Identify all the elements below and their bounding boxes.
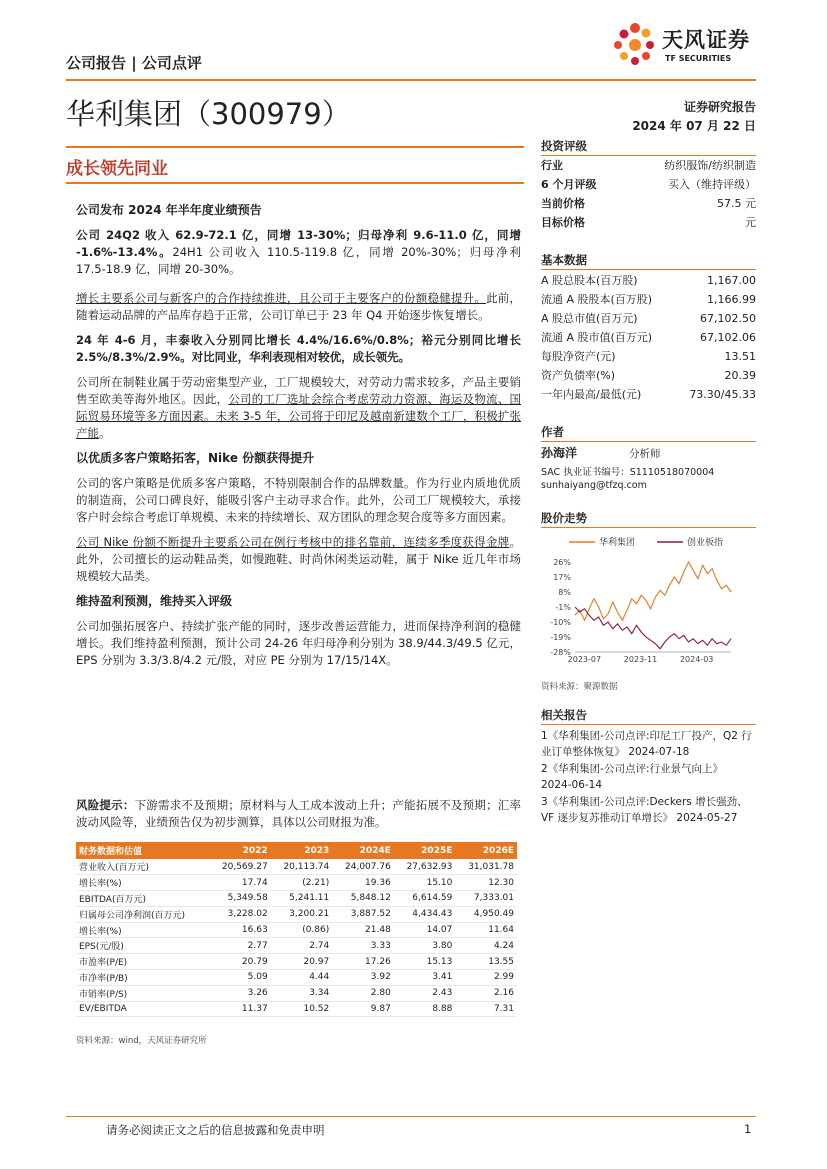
basic-value: 1,166.99 bbox=[707, 293, 756, 306]
table-row-label: 市盈率(P/E) bbox=[76, 954, 209, 970]
basic-value: 1,167.00 bbox=[707, 274, 756, 287]
table-row-label: EBITDA(百万元) bbox=[76, 891, 209, 907]
related-divider bbox=[541, 724, 756, 725]
series-line bbox=[575, 607, 731, 649]
table-header-cell: 2023 bbox=[271, 842, 333, 859]
table-cell: 27,632.93 bbox=[394, 859, 456, 875]
main-body bbox=[76, 202, 521, 677]
basic-value: 13.51 bbox=[724, 350, 756, 363]
rating-value: 元 bbox=[745, 216, 756, 229]
price-chart bbox=[541, 530, 756, 670]
related-reports bbox=[541, 729, 756, 828]
table-cell: 12.30 bbox=[455, 875, 517, 891]
basic-data-heading-wrap bbox=[541, 252, 756, 268]
table-row bbox=[76, 922, 517, 938]
basic-data-row bbox=[541, 328, 756, 347]
basic-key: A 股总市值(百万元) bbox=[541, 312, 638, 325]
company-title: 华利集团（300979） bbox=[66, 97, 351, 131]
table-cell: 2.80 bbox=[332, 985, 394, 1001]
legend-label: 华利集团 bbox=[599, 538, 636, 548]
paragraph-peer-comparison: 24 年 4-6 月，丰泰收入分别同比增长 4.4%/16.6%/0.8%；裕元分别同比增长 2.5%/8.3%/2.9%。对比同业，华利表现相对较优，成长领先。 bbox=[76, 333, 521, 364]
table-cell: 2.43 bbox=[394, 985, 456, 1001]
rating-value: 57.5 元 bbox=[717, 197, 756, 210]
table-cell: 15.13 bbox=[394, 954, 456, 970]
capacity-underlined: 公司的工厂选址会综合考虑劳动力资源、海运及物流、国际贸易环境等多方面因素。未来 3-5 年，公司将于印尼及越南新建数个工厂，积极扩张产能 bbox=[76, 392, 521, 440]
table-row-label: 市净率(P/B) bbox=[76, 970, 209, 986]
author-name: 孙海洋 bbox=[541, 446, 578, 460]
basic-data-row bbox=[541, 309, 756, 328]
logo-chinese-text: 天风证券 bbox=[662, 28, 750, 52]
rating-rows bbox=[541, 156, 756, 232]
basic-data-rows bbox=[541, 271, 756, 404]
section-heading-earnings: 公司发布 2024 年半年度业绩预告 bbox=[76, 203, 262, 217]
q2-results-bold: 公司 24Q2 收入 62.9-72.1 亿，同增 13-30%；归母净利 9.6-11.0 亿，同增 -1.6%-13.4%。 bbox=[76, 228, 521, 259]
related-report-link[interactable]: 1《华利集团-公司点评:印尼工厂投产，Q2 行业订单整体恢复》 2024-07-18 bbox=[541, 730, 752, 758]
table-cell: 7,333.01 bbox=[455, 891, 517, 907]
rating-row bbox=[541, 213, 756, 232]
basic-key: 每股净资产(元) bbox=[541, 350, 616, 363]
table-cell: 31,031.78 bbox=[455, 859, 517, 875]
table-row-label: EV/EBITDA bbox=[76, 1001, 209, 1017]
basic-key: 流通 A 股股本(百万股) bbox=[541, 293, 653, 306]
paragraph-nike-share bbox=[76, 534, 521, 585]
paragraph-forecast: 公司加强拓展客户、持续扩张产能的同时，逐步改善运营能力，进而保持净利润的稳健增长。我们维持盈利预测，预计公司 24-26 年归母净利分别为 38.9/44.3/49.5 亿元，EPS 分别为 3.3/3.8/4.2 元/股，对应 PE 分别为 17/15/14X。 bbox=[76, 619, 521, 667]
table-cell: 4.24 bbox=[455, 938, 517, 954]
basic-value: 67,102.50 bbox=[700, 312, 756, 325]
nike-share-text: 。此外，公司擅长的运动鞋品类，如慢跑鞋、时尚休闲类运动鞋，属于 Nike 近几年市场规模较大品类。 bbox=[76, 535, 521, 583]
table-cell: 2.16 bbox=[455, 985, 517, 1001]
legend-label: 创业板指 bbox=[687, 538, 724, 548]
table-header-cell: 财务数据和估值 bbox=[76, 842, 209, 859]
nike-share-underlined: 公司 Nike 份额不断提升主要系公司在例行考核中的排名靠前，连续多季度获得金牌 bbox=[76, 535, 510, 549]
table-cell: 3.26 bbox=[209, 985, 271, 1001]
table-cell: 15.10 bbox=[394, 875, 456, 891]
basic-data-row bbox=[541, 290, 756, 309]
basic-data-row bbox=[541, 347, 756, 366]
price-chart-source: 资料来源：聚源数据 bbox=[541, 682, 618, 692]
table-row bbox=[76, 859, 517, 875]
series-line bbox=[575, 562, 731, 620]
y-tick-label: -10% bbox=[550, 618, 571, 627]
rating-row bbox=[541, 156, 756, 175]
title-divider bbox=[66, 146, 524, 148]
price-chart-divider bbox=[541, 527, 756, 528]
table-cell: 5,848.12 bbox=[332, 891, 394, 907]
section-heading-clients: 以优质多客户策略拓客，Nike 份额获得提升 bbox=[76, 451, 315, 465]
x-tick-label: 2024-03 bbox=[679, 655, 714, 664]
x-tick-label: 2023-07 bbox=[567, 655, 602, 664]
table-cell: 20.97 bbox=[271, 954, 333, 970]
table-row-label: 市销率(P/S) bbox=[76, 985, 209, 1001]
report-date: 2024 年 07 月 22 日 bbox=[632, 119, 756, 133]
table-cell: 3,887.52 bbox=[332, 906, 394, 922]
author-cert: SAC 执业证书编号：S1110518070004 bbox=[541, 467, 715, 478]
x-tick-label: 2023-11 bbox=[623, 655, 658, 664]
table-cell: 16.63 bbox=[209, 922, 271, 938]
table-cell: 2.77 bbox=[209, 938, 271, 954]
table-cell: 13.55 bbox=[455, 954, 517, 970]
basic-data-row bbox=[541, 366, 756, 385]
table-cell: 10.52 bbox=[271, 1001, 333, 1017]
rating-key: 行业 bbox=[541, 159, 563, 172]
growth-driver-text: 此前，随着运动品牌的产品库存趋于正常，公司订单已于 23 年 Q4 开始逐步恢复增长。 bbox=[76, 291, 522, 322]
basic-data-heading: 基本数据 bbox=[541, 253, 587, 267]
table-cell: 5,349.58 bbox=[209, 891, 271, 907]
table-header-cell: 2026E bbox=[455, 842, 517, 859]
table-cell: 11.37 bbox=[209, 1001, 271, 1017]
table-cell: 20,569.27 bbox=[209, 859, 271, 875]
table-cell: 9.87 bbox=[332, 1001, 394, 1017]
table-row bbox=[76, 875, 517, 891]
table-cell: 14.07 bbox=[394, 922, 456, 938]
table-row-label: 增长率(%) bbox=[76, 875, 209, 891]
subtitle-divider bbox=[66, 182, 524, 184]
table-cell: 24,007.76 bbox=[332, 859, 394, 875]
table-cell: 3.41 bbox=[394, 970, 456, 986]
table-cell: 6,614.59 bbox=[394, 891, 456, 907]
rating-value: 纺织服饰/纺织制造 bbox=[664, 159, 756, 172]
table-cell: 3,200.21 bbox=[271, 906, 333, 922]
table-cell: (2.21) bbox=[271, 875, 333, 891]
table-cell: 2.99 bbox=[455, 970, 517, 986]
author-role: 分析师 bbox=[629, 448, 661, 460]
author-info bbox=[541, 444, 756, 491]
h1-results-text: 24H1 公司收入 110.5-119.8 亿，同增 20%-30%；归母净利 17.5-18.9 亿，同增 20-30%。 bbox=[76, 245, 522, 276]
table-cell: 3.33 bbox=[332, 938, 394, 954]
table-cell: 20.79 bbox=[209, 954, 271, 970]
y-tick-label: -1% bbox=[555, 603, 571, 612]
financial-table bbox=[76, 842, 517, 1017]
rating-panel bbox=[541, 138, 756, 154]
rating-key: 目标价格 bbox=[541, 216, 585, 229]
tf-logo-mark-icon bbox=[612, 22, 658, 68]
table-row-label: EPS(元/股) bbox=[76, 938, 209, 954]
table-row bbox=[76, 954, 517, 970]
table-row bbox=[76, 891, 517, 907]
basic-key: A 股总股本(百万股) bbox=[541, 274, 638, 287]
y-tick-label: -28% bbox=[550, 648, 571, 657]
table-cell: 4,434.43 bbox=[394, 906, 456, 922]
table-cell: 21.48 bbox=[332, 922, 394, 938]
table-row-label: 增长率(%) bbox=[76, 922, 209, 938]
table-cell: (0.86) bbox=[271, 922, 333, 938]
table-header-cell: 2025E bbox=[394, 842, 456, 859]
report-subtitle: 成长领先同业 bbox=[66, 159, 168, 179]
price-chart-heading: 股价走势 bbox=[541, 511, 587, 525]
related-report-link[interactable]: 3《华利集团-公司点评:Deckers 增长强劲、VF 逐步复苏推动订单增长》 2024-05-27 bbox=[541, 796, 748, 824]
table-cell: 4,950.49 bbox=[455, 906, 517, 922]
y-tick-label: 17% bbox=[553, 573, 571, 582]
table-cell: 19.36 bbox=[332, 875, 394, 891]
risk-label: 风险提示： bbox=[76, 798, 135, 812]
page-number: 1 bbox=[744, 1122, 752, 1136]
table-cell: 8.88 bbox=[394, 1001, 456, 1017]
author-heading: 作者 bbox=[541, 425, 564, 439]
table-cell: 4.44 bbox=[271, 970, 333, 986]
table-cell: 3,228.02 bbox=[209, 906, 271, 922]
report-type: 证券研究报告 bbox=[683, 100, 756, 114]
table-row bbox=[76, 985, 517, 1001]
table-row bbox=[76, 906, 517, 922]
capacity-end: 。 bbox=[99, 426, 111, 440]
related-report-link[interactable]: 2《华利集团-公司点评:行业景气向上》 2024-06-14 bbox=[541, 763, 724, 791]
table-cell: 3.80 bbox=[394, 938, 456, 954]
y-tick-label: -19% bbox=[550, 633, 571, 642]
financial-table-header bbox=[76, 842, 517, 859]
author-email[interactable]: sunhaiyang@tfzq.com bbox=[541, 480, 647, 491]
table-cell: 17.74 bbox=[209, 875, 271, 891]
author-heading-wrap bbox=[541, 424, 756, 440]
paragraph-client-strategy: 公司的客户策略是优质多客户策略，不特别限制合作的品牌数量。作为行业内质地优质的制造商，公司口碑良好，能吸引客户主动寻求合作。此外，公司工厂规模较大，承接客户时会综合考虑订单规模、未来的持续增长、双方团队的理念契合度等多方面因素。 bbox=[76, 476, 521, 524]
basic-value: 20.39 bbox=[724, 369, 756, 382]
table-row-label: 归属母公司净利润(百万元) bbox=[76, 906, 209, 922]
rating-heading: 投资评级 bbox=[541, 139, 587, 153]
price-chart-heading-wrap bbox=[541, 510, 756, 526]
table-cell: 17.26 bbox=[332, 954, 394, 970]
table-cell: 5,241.11 bbox=[271, 891, 333, 907]
table-row bbox=[76, 1001, 517, 1017]
risk-text: 下游需求不及预期；原材料与人工成本波动上升；产能拓展不及预期；汇率波动风险等，业绩预告仅为初步测算，具体以公司财报为准。 bbox=[76, 798, 522, 829]
paragraph-capacity bbox=[76, 374, 521, 442]
related-heading-wrap bbox=[541, 707, 756, 723]
basic-data-row bbox=[541, 385, 756, 404]
tf-securities-logo bbox=[612, 20, 762, 72]
basic-key: 流通 A 股市值(百万元) bbox=[541, 331, 653, 344]
header-divider bbox=[66, 79, 756, 81]
footer-divider bbox=[66, 1116, 756, 1117]
capacity-text: 公司所在制鞋业属于劳动密集型产业，工厂规模较大，对劳动力需求较多，产品主要销售至欧美等海外地区。因此， bbox=[76, 375, 521, 406]
table-row-label: 营业收入(百万元) bbox=[76, 859, 209, 875]
basic-data-row bbox=[541, 271, 756, 290]
table-cell: 11.64 bbox=[455, 922, 517, 938]
section-heading-forecast: 维持盈利预测，维持买入评级 bbox=[76, 594, 233, 608]
footer-disclaimer: 请务必阅读正文之后的信息披露和免责申明 bbox=[106, 1123, 325, 1137]
rating-key: 当前价格 bbox=[541, 197, 585, 210]
rating-row bbox=[541, 194, 756, 213]
table-source: 资料来源：wind，天风证券研究所 bbox=[76, 1036, 207, 1046]
basic-value: 73.30/45.33 bbox=[689, 388, 756, 401]
rating-value: 买入（维持评级） bbox=[668, 178, 756, 191]
table-row bbox=[76, 970, 517, 986]
related-heading: 相关报告 bbox=[541, 708, 587, 722]
basic-value: 67,102.06 bbox=[700, 331, 756, 344]
table-row bbox=[76, 938, 517, 954]
author-divider bbox=[541, 441, 756, 442]
logo-english-text: TF SECURITIES bbox=[665, 54, 732, 63]
risk-warning bbox=[76, 797, 521, 839]
basic-key: 一年内最高/最低(元) bbox=[541, 388, 642, 401]
y-tick-label: 8% bbox=[558, 588, 571, 597]
table-cell: 3.92 bbox=[332, 970, 394, 986]
report-category: 公司报告 | 公司点评 bbox=[66, 54, 202, 72]
basic-data-divider bbox=[541, 269, 756, 270]
growth-driver-underlined: 增长主要系公司与新客户的合作持续推进，且公司于主要客户的份额稳健提升。 bbox=[76, 291, 487, 305]
table-cell: 7.31 bbox=[455, 1001, 517, 1017]
table-header-cell: 2022 bbox=[209, 842, 271, 859]
table-cell: 3.34 bbox=[271, 985, 333, 1001]
rating-key: 6 个月评级 bbox=[541, 178, 597, 191]
financial-table-body bbox=[76, 859, 517, 1017]
y-tick-label: 26% bbox=[553, 558, 571, 567]
table-cell: 5.09 bbox=[209, 970, 271, 986]
table-cell: 2.74 bbox=[271, 938, 333, 954]
rating-row bbox=[541, 175, 756, 194]
table-cell: 20,113.74 bbox=[271, 859, 333, 875]
basic-key: 资产负债率(%) bbox=[541, 369, 616, 382]
table-header-cell: 2024E bbox=[332, 842, 394, 859]
paragraph-q2-results bbox=[76, 227, 521, 278]
paragraph-growth-drivers bbox=[76, 290, 521, 324]
